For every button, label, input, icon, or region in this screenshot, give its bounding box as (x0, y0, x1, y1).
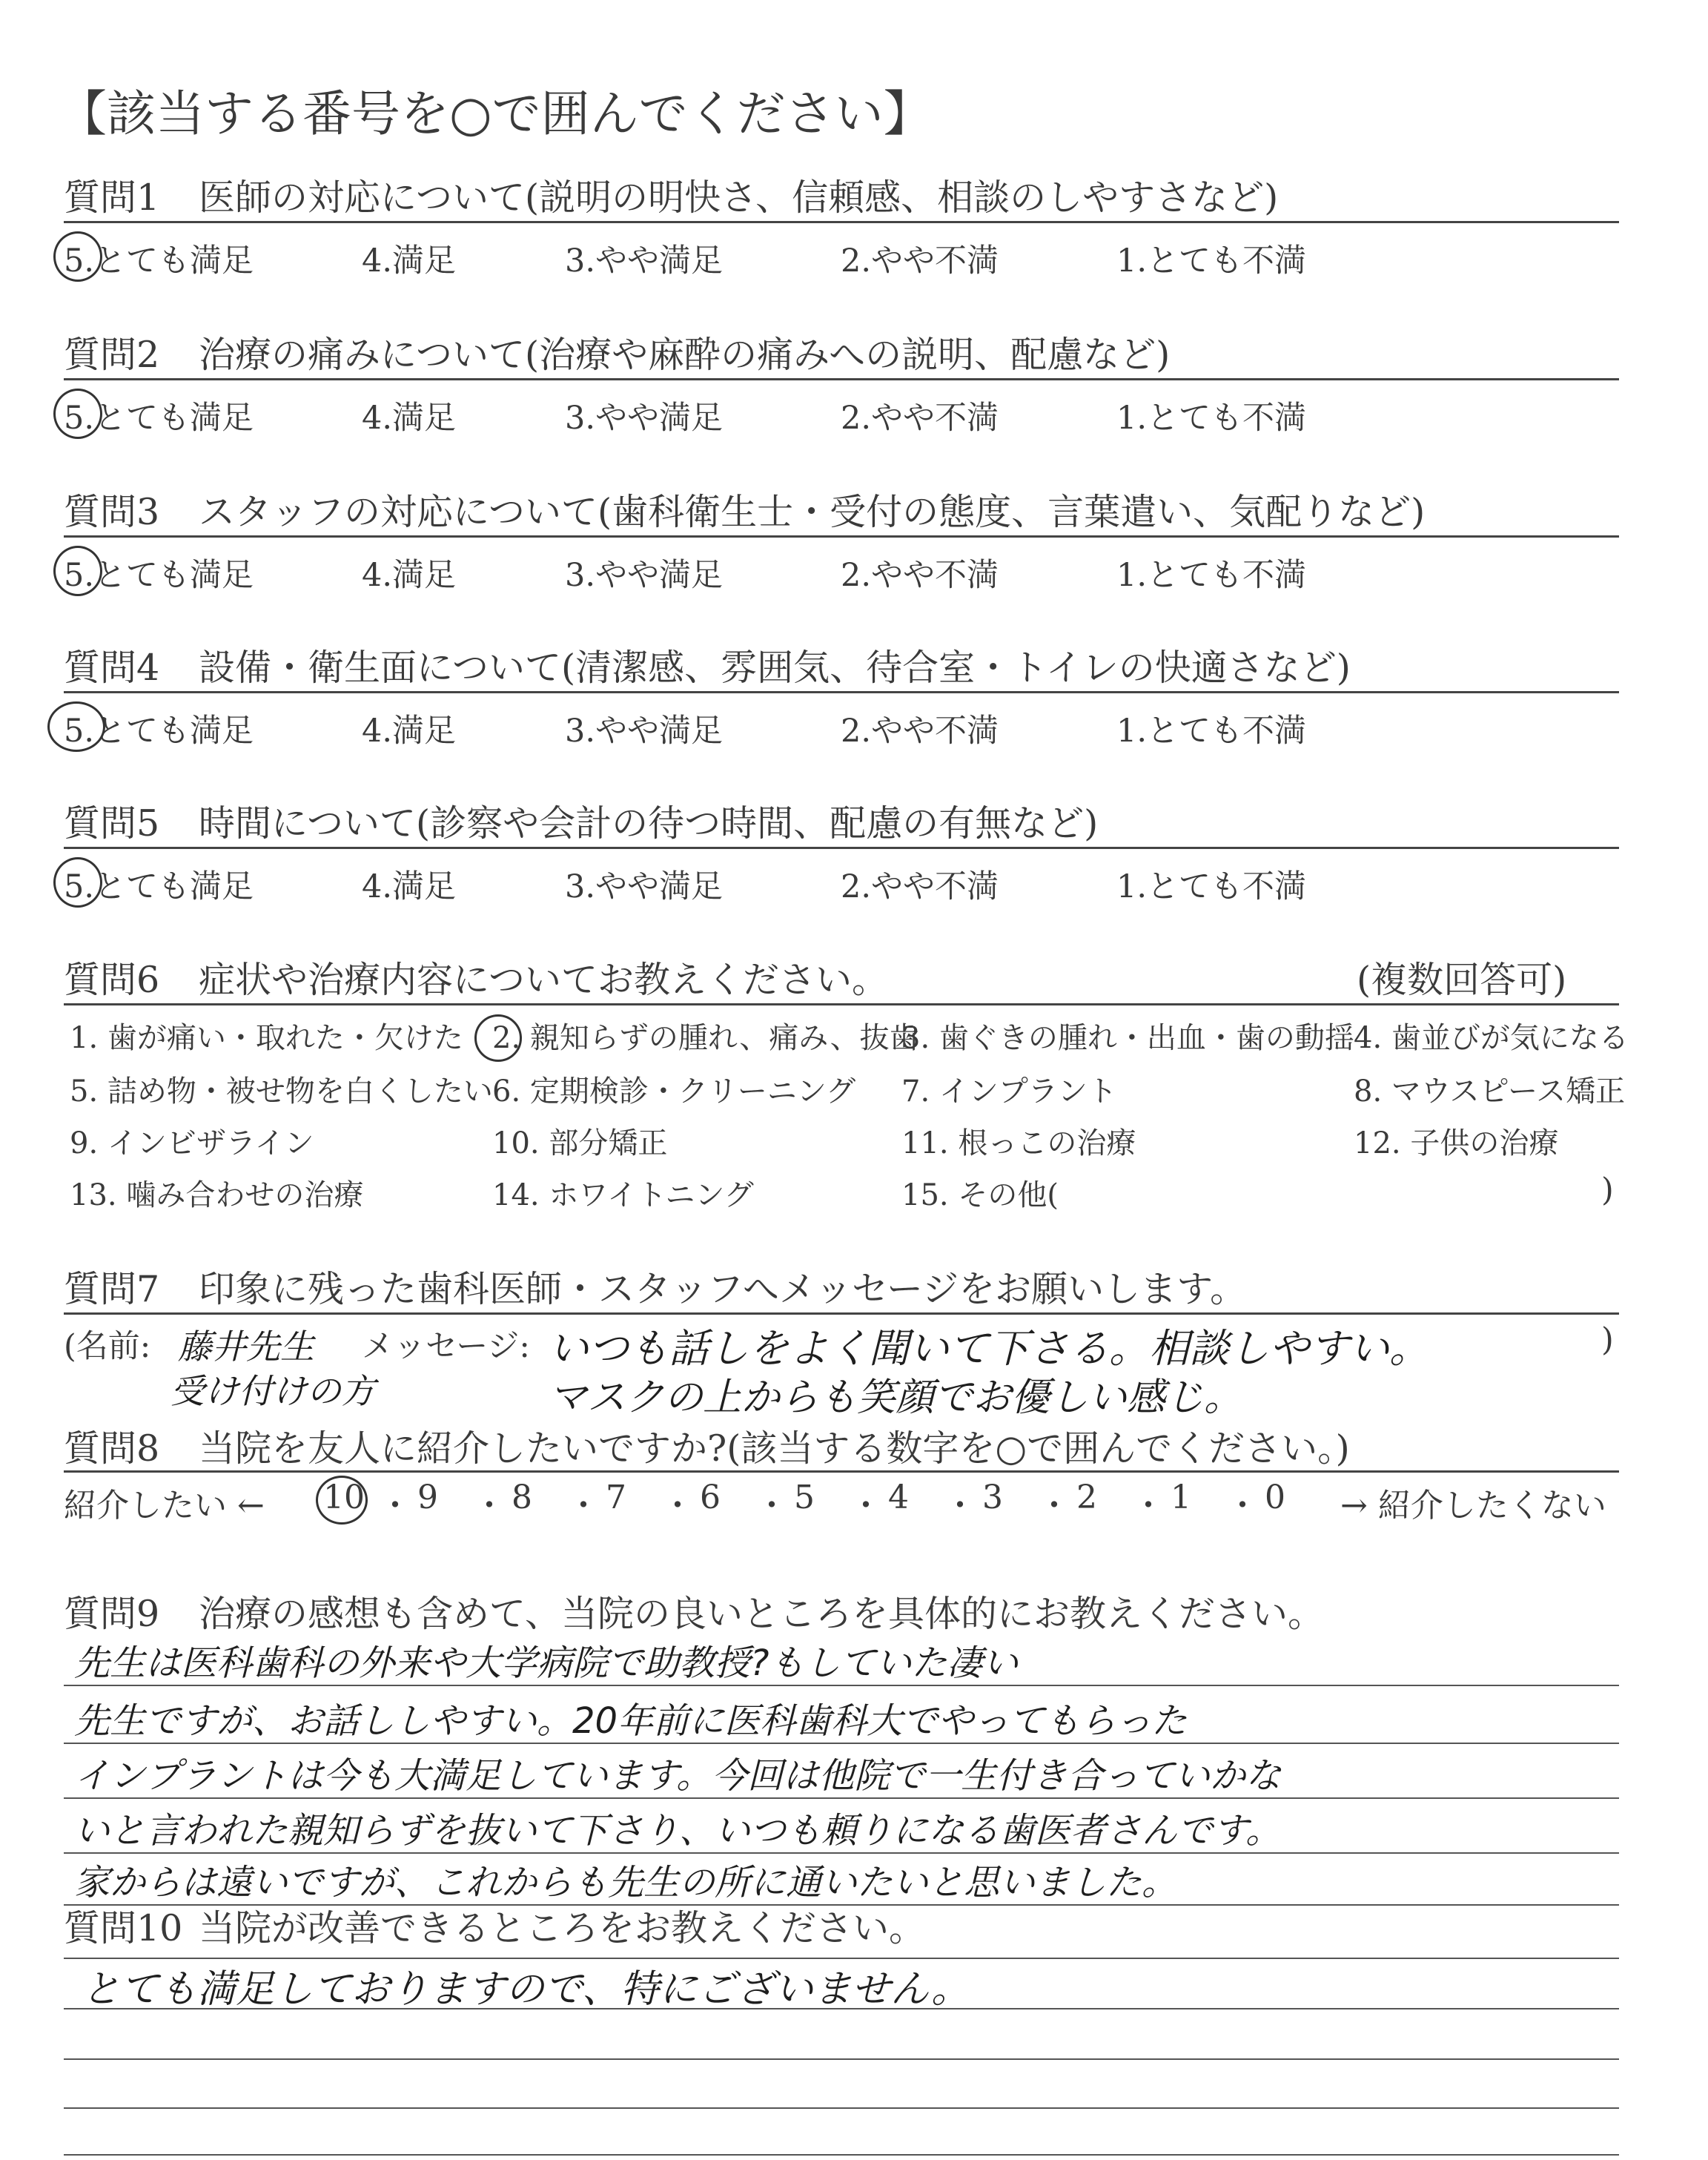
question-5-rule (64, 847, 1619, 849)
q7-handwritten-msg-1: いつも話しをよく聞いて下さる。相談しやすい。 (549, 1325, 1429, 1372)
q7-rule (64, 1312, 1619, 1315)
question-2-label: 質問2 (64, 334, 160, 376)
question-4-selected-circle (47, 701, 105, 752)
q9-handwritten-line-4: いと言われた親知らずを抜いて下さり、いつも頼りになる歯医者さんです。 (74, 1810, 1282, 1852)
question-5-option-1: 1.とても不満 (1116, 868, 1307, 905)
q6-item-10: 10. 部分矯正 (492, 1126, 668, 1160)
question-1-selected-circle (53, 231, 102, 282)
q6-rule (64, 1003, 1619, 1005)
q8-label: 質問8 (64, 1427, 160, 1470)
question-1-option-4: 4.満足 (362, 242, 457, 280)
q8-scale-1: 1 (1171, 1479, 1191, 1516)
question-5-option-4: 4.満足 (362, 868, 457, 905)
question-1-rule (64, 221, 1619, 223)
q10-write-line (64, 2107, 1619, 2109)
q8-scale-8: 8 (512, 1479, 532, 1516)
question-1-option-3: 3.やや満足 (565, 242, 724, 280)
question-2-option-1: 1.とても不満 (1116, 400, 1307, 437)
q6-label: 質問6 (64, 959, 160, 1001)
q8-right-label: → 紹介したくない (1340, 1487, 1606, 1525)
question-4-option-2: 2.やや不満 (841, 713, 999, 750)
q8-scale-dot: ・ (755, 1487, 788, 1525)
question-4-option-4: 4.満足 (362, 713, 457, 750)
question-1-option-5: 5.とても満足 (64, 242, 254, 280)
q8-scale-4: 4 (888, 1479, 909, 1516)
question-1-text: 医師の対応について(説明の明快さ、信頼感、相談のしやすさなど) (199, 176, 1279, 219)
q6-text: 症状や治療内容についてお教えください。 (199, 959, 889, 1001)
question-5-selected-circle (53, 857, 102, 908)
question-3-selected-circle (53, 546, 102, 596)
question-3-option-1: 1.とても不満 (1116, 557, 1307, 594)
q8-scale-10: 10 (323, 1479, 365, 1516)
question-2-option-5: 5.とても満足 (64, 400, 254, 437)
question-3-option-5: 5.とても満足 (64, 557, 254, 594)
q8-scale-dot: ・ (473, 1487, 506, 1525)
q9-handwritten-line-5: 家からは遠いですが、これからも先生の所に通いたいと思いました。 (74, 1862, 1178, 1903)
question-3-option-3: 3.やや満足 (565, 557, 724, 594)
question-1-option-1: 1.とても不満 (1116, 242, 1307, 280)
q8-scale-dot: ・ (379, 1487, 411, 1525)
question-3-text: スタッフの対応について(歯科衛生士・受付の態度、言葉遣い、気配りなど) (199, 491, 1426, 533)
question-2-option-3: 3.やや満足 (565, 400, 724, 437)
question-3-option-2: 2.やや不満 (841, 557, 999, 594)
question-5-text: 時間について(診察や会計の待つ時間、配慮の有無など) (199, 802, 1099, 845)
q9-handwritten-line-2: 先生ですが、お話ししやすい。20年前に医科歯科大でやってもらった (74, 1700, 1188, 1742)
q8-scale-dot: ・ (661, 1487, 694, 1525)
q8-scale-0: 0 (1265, 1479, 1285, 1516)
q6-item-13: 13. 噛み合わせの治療 (70, 1178, 364, 1212)
question-3-option-4: 4.満足 (362, 557, 457, 594)
question-4-option-5: 5.とても満足 (64, 713, 254, 750)
q8-scale-dot: ・ (1132, 1487, 1165, 1525)
page-title: 【該当する番号を○で囲んでください】 (58, 85, 933, 142)
question-4-label: 質問4 (64, 647, 160, 689)
q9-handwritten-line-1: 先生は医科歯科の外来や大学病院で助教授?もしていた凄い (74, 1642, 1019, 1684)
q10-write-line (64, 2058, 1619, 2060)
q6-item-9: 9. インビザライン (70, 1126, 314, 1160)
question-5-option-3: 3.やや満足 (565, 868, 724, 905)
question-4-option-3: 3.やや満足 (565, 713, 724, 750)
q6-item-8: 8. マウスピース矯正 (1354, 1074, 1626, 1109)
q7-handwritten-name-2: 受け付けの方 (171, 1371, 375, 1411)
question-5-label: 質問5 (64, 802, 160, 845)
q6-item-12: 12. 子供の治療 (1354, 1126, 1559, 1160)
question-4-rule (64, 691, 1619, 693)
q7-text: 印象に残った歯科医師・スタッフへメッセージをお願いします。 (199, 1268, 1247, 1310)
q6-selected-circle (474, 1014, 522, 1062)
q7-message-label: メッセージ: (362, 1328, 530, 1365)
q8-selected-circle (316, 1476, 368, 1525)
question-2-selected-circle (53, 389, 102, 439)
question-4-option-1: 1.とても不満 (1116, 713, 1307, 750)
q8-scale-dot: ・ (850, 1487, 882, 1525)
q9-handwritten-line-3: インプラントは今も大満足しています。今回は他院で一生付き合っていかな (74, 1755, 1282, 1797)
q10-handwritten-line-1: とても満足しておりますので、特にございません。 (82, 1967, 970, 2012)
question-2-rule (64, 378, 1619, 380)
question-1-option-2: 2.やや不満 (841, 242, 999, 280)
q6-item-4: 4. 歯並びが気になる (1354, 1021, 1629, 1055)
q8-scale-7: 7 (606, 1479, 626, 1516)
question-2-option-2: 2.やや不満 (841, 400, 999, 437)
q8-scale-9: 9 (417, 1479, 438, 1516)
q8-scale-3: 3 (982, 1479, 1003, 1516)
question-2-text: 治療の痛みについて(治療や麻酔の痛みへの説明、配慮など) (199, 334, 1171, 376)
q7-handwritten-name-1: 藤井先生 (178, 1327, 314, 1367)
q8-scale-dot: ・ (567, 1487, 600, 1525)
q6-item-15: 15. その他( (901, 1178, 1059, 1212)
q6-item-1: 1. 歯が痛い・取れた・欠けた (70, 1021, 463, 1055)
question-5-option-2: 2.やや不満 (841, 868, 999, 905)
q8-scale-dot: ・ (944, 1487, 976, 1525)
q9-text: 治療の感想も含めて、当院の良いところを具体的にお教えください。 (199, 1593, 1325, 1635)
q6-item-14: 14. ホワイトニング (492, 1178, 754, 1212)
q7-label: 質問7 (64, 1268, 160, 1310)
question-3-label: 質問3 (64, 491, 160, 533)
q8-scale-dot: ・ (1038, 1487, 1070, 1525)
q10-text: 当院が改善できるところをお教えください。 (199, 1907, 926, 1949)
q7-handwritten-msg-2: マスクの上からも笑顔でお優しい感じ。 (549, 1375, 1243, 1420)
q6-item-5: 5. 詰め物・被せ物を白くしたい (70, 1074, 493, 1109)
q8-scale-2: 2 (1076, 1479, 1097, 1516)
q10-label: 質問10 (64, 1907, 183, 1949)
question-4-text: 設備・衛生面について(清潔感、雰囲気、待合室・トイレの快適さなど) (199, 647, 1351, 689)
question-2-option-4: 4.満足 (362, 400, 457, 437)
q8-text: 当院を友人に紹介したいですか?(該当する数字を○で囲んでください。) (199, 1427, 1350, 1470)
question-5-option-5: 5.とても満足 (64, 868, 254, 905)
question-3-rule (64, 535, 1619, 538)
q6-item-6: 6. 定期検診・クリーニング (492, 1074, 856, 1109)
q9-label: 質問9 (64, 1593, 160, 1635)
q7-close-paren: ) (1601, 1321, 1614, 1358)
q10-write-line (64, 2154, 1619, 2156)
q6-close-paren: ) (1601, 1172, 1614, 1209)
q6-multi-note: (複数回答可) (1357, 959, 1567, 1001)
q8-rule (64, 1470, 1619, 1473)
q7-name-label: (名前: (64, 1328, 151, 1365)
q8-scale-dot: ・ (1226, 1487, 1259, 1525)
q6-item-7: 7. インプラント (901, 1074, 1117, 1109)
q6-item-3: 3. 歯ぐきの腫れ・出血・歯の動揺 (901, 1021, 1354, 1055)
q6-item-2: 2. 親知らずの腫れ、痛み、抜歯 (492, 1021, 919, 1055)
q8-scale-5: 5 (794, 1479, 815, 1516)
q8-left-label: 紹介したい ← (64, 1487, 265, 1525)
q6-item-11: 11. 根っこの治療 (901, 1126, 1136, 1160)
question-1-label: 質問1 (64, 176, 160, 219)
q8-scale-6: 6 (700, 1479, 721, 1516)
